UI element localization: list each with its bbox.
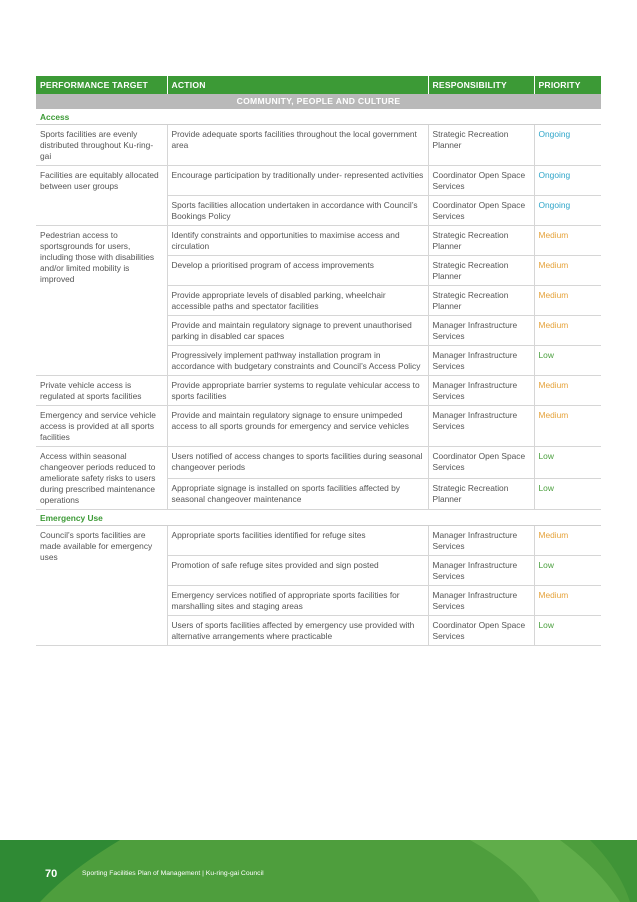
action-cell: Appropriate signage is installed on sports facilities affected by seasonal changeover maintenance [167, 478, 428, 510]
responsibility-cell: Coordinator Open Space Services [428, 616, 534, 646]
responsibility-cell: Manager Infrastructure Services [428, 406, 534, 447]
action-cell: Provide and maintain regulatory signage to ensure unimpeded access to all sports grounds for emergency and service vehicles [167, 406, 428, 447]
responsibility-cell: Manager Infrastructure Services [428, 556, 534, 586]
responsibility-cell: Coordinator Open Space Services [428, 447, 534, 479]
responsibility-cell: Coordinator Open Space Services [428, 166, 534, 196]
target-cell: Facilities are equitably allocated between user groups [36, 166, 167, 226]
table-header-row [36, 76, 601, 94]
responsibility-cell: Manager Infrastructure Services [428, 346, 534, 376]
table-row [36, 526, 601, 556]
responsibility-cell: Strategic Recreation Planner [428, 286, 534, 316]
table-row [36, 447, 601, 479]
section-emergency-use [36, 510, 601, 526]
header-priority: PRIORITY [534, 76, 601, 94]
table-row [36, 125, 601, 166]
header-performance-target: PERFORMANCE TARGET [36, 76, 167, 94]
target-cell: Access within seasonal changeover periods reduced to ameliorate safety risks to users during prescribed maintenance operations [36, 447, 167, 510]
responsibility-cell: Manager Infrastructure Services [428, 586, 534, 616]
priority-cell: Medium [534, 316, 601, 346]
action-cell: Provide appropriate levels of disabled parking, wheelchair accessible paths and spectator facilities [167, 286, 428, 316]
priority-cell: Medium [534, 406, 601, 447]
target-cell: Sports facilities are evenly distributed throughout Ku-ring-gai [36, 125, 167, 166]
priority-cell: Low [534, 346, 601, 376]
action-cell: Develop a prioritised program of access improvements [167, 256, 428, 286]
category-band [36, 94, 601, 109]
section-access [36, 109, 601, 125]
action-cell: Appropriate sports facilities identified for refuge sites [167, 526, 428, 556]
action-cell: Progressively implement pathway installation program in accordance with budgetary constraints and Council’s Access Policy [167, 346, 428, 376]
priority-cell: Ongoing [534, 166, 601, 196]
priority-cell: Medium [534, 286, 601, 316]
performance-table [36, 76, 601, 646]
priority-cell: Low [534, 447, 601, 479]
action-cell: Users of sports facilities affected by emergency use provided with alternative arrangements where practicable [167, 616, 428, 646]
page-footer [0, 840, 637, 902]
priority-cell: Medium [534, 376, 601, 406]
table-row [36, 406, 601, 447]
target-cell: Pedestrian access to sportsgrounds for users, including those with disabilities and/or limited mobility is improved [36, 226, 167, 376]
priority-cell: Medium [534, 226, 601, 256]
action-cell: Identify constraints and opportunities to maximise access and circulation [167, 226, 428, 256]
priority-cell: Medium [534, 256, 601, 286]
responsibility-cell: Coordinator Open Space Services [428, 196, 534, 226]
responsibility-cell: Manager Infrastructure Services [428, 526, 534, 556]
action-cell: Provide appropriate barrier systems to regulate vehicular access to sports facilities [167, 376, 428, 406]
responsibility-cell: Strategic Recreation Planner [428, 226, 534, 256]
table-row [36, 376, 601, 406]
responsibility-cell: Manager Infrastructure Services [428, 316, 534, 346]
action-cell: Encourage participation by traditionally under- represented activities [167, 166, 428, 196]
table-row [36, 166, 601, 196]
category-band-label: COMMUNITY, PEOPLE AND CULTURE [36, 94, 601, 109]
target-cell: Council’s sports facilities are made available for emergency uses [36, 526, 167, 646]
action-cell: Provide and maintain regulatory signage to prevent unauthorised parking in disabled car spaces [167, 316, 428, 346]
responsibility-cell: Strategic Recreation Planner [428, 256, 534, 286]
responsibility-cell: Strategic Recreation Planner [428, 478, 534, 510]
action-cell: Provide adequate sports facilities throughout the local government area [167, 125, 428, 166]
priority-cell: Ongoing [534, 196, 601, 226]
responsibility-cell: Strategic Recreation Planner [428, 125, 534, 166]
section-access-label: Access [36, 109, 601, 125]
priority-cell: Low [534, 556, 601, 586]
target-cell: Emergency and service vehicle access is provided at all sports facilities [36, 406, 167, 447]
footer-title: Sporting Facilities Plan of Management | Ku-ring-gai Council [82, 870, 264, 877]
footer-wave-middle [470, 840, 620, 902]
action-cell: Emergency services notified of appropriate sports facilities for marshalling sites and staging areas [167, 586, 428, 616]
page-number: 70 [45, 868, 58, 880]
priority-cell: Low [534, 478, 601, 510]
action-cell: Users notified of access changes to sports facilities during seasonal changeover periods [167, 447, 428, 479]
action-cell: Promotion of safe refuge sites provided and sign posted [167, 556, 428, 586]
header-action: ACTION [167, 76, 428, 94]
priority-cell: Low [534, 616, 601, 646]
responsibility-cell: Manager Infrastructure Services [428, 376, 534, 406]
section-emergency-label: Emergency Use [36, 510, 601, 526]
target-cell: Private vehicle access is regulated at sports facilities [36, 376, 167, 406]
priority-cell: Ongoing [534, 125, 601, 166]
action-cell: Sports facilities allocation undertaken in accordance with Council’s Bookings Policy [167, 196, 428, 226]
header-responsibility: RESPONSIBILITY [428, 76, 534, 94]
priority-cell: Medium [534, 526, 601, 556]
priority-cell: Medium [534, 586, 601, 616]
table-row [36, 226, 601, 256]
